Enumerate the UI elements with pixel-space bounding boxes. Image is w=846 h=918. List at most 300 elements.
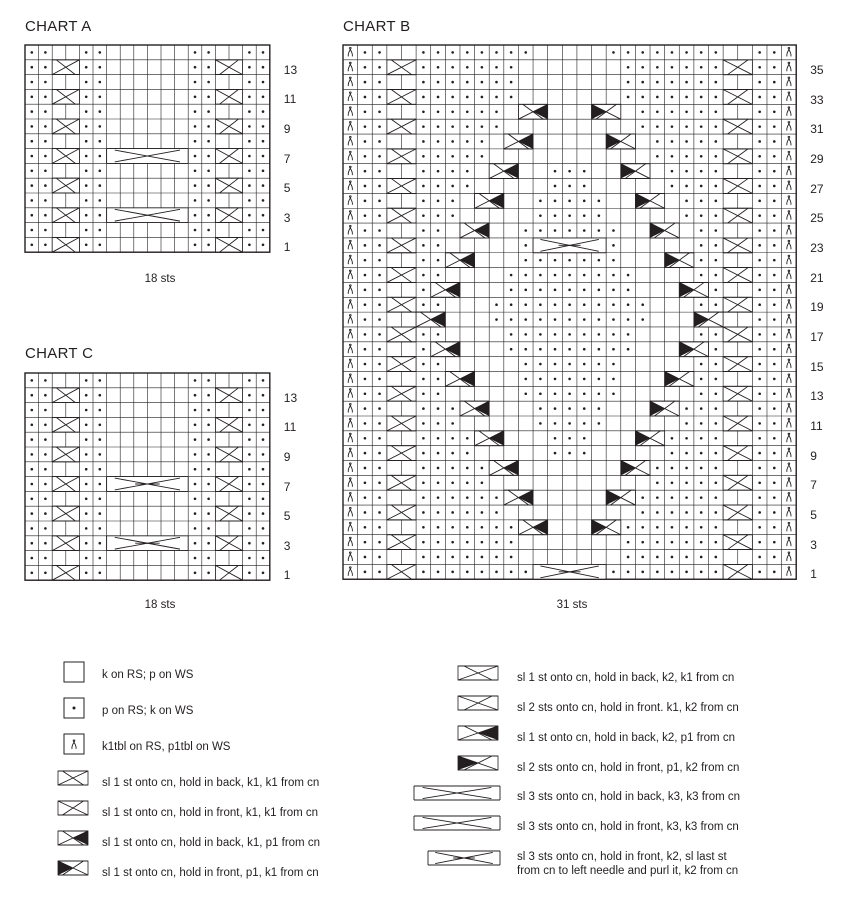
purl-dot bbox=[248, 542, 251, 545]
purl-dot bbox=[773, 96, 776, 99]
purl-dot bbox=[627, 274, 630, 277]
purl-dot bbox=[612, 378, 615, 381]
purl-dot bbox=[451, 467, 454, 470]
purl-dot bbox=[31, 542, 34, 545]
purl-dot bbox=[656, 556, 659, 559]
purl-dot bbox=[451, 170, 454, 173]
purl-dot bbox=[656, 571, 659, 574]
purl-dot bbox=[31, 125, 34, 128]
purl-dot bbox=[422, 229, 425, 232]
purl-dot bbox=[773, 571, 776, 574]
purl-dot bbox=[656, 511, 659, 514]
purl-dot bbox=[773, 467, 776, 470]
purl-dot bbox=[364, 170, 367, 173]
purl-dot bbox=[31, 81, 34, 84]
purl-dot bbox=[583, 318, 586, 321]
purl-dot bbox=[378, 170, 381, 173]
purl-dot bbox=[466, 170, 469, 173]
purl-dot bbox=[598, 422, 601, 425]
purl-dot bbox=[31, 438, 34, 441]
purl-dot bbox=[700, 51, 703, 54]
purl-dot bbox=[524, 51, 527, 54]
purl-dot bbox=[262, 244, 265, 247]
purl-dot bbox=[378, 571, 381, 574]
purl-dot bbox=[466, 81, 469, 84]
purl-dot bbox=[495, 526, 498, 529]
purl-dot bbox=[685, 541, 688, 544]
purl-dot bbox=[194, 438, 197, 441]
purl-dot bbox=[598, 392, 601, 395]
purl-dot bbox=[773, 155, 776, 158]
purl-dot bbox=[262, 498, 265, 501]
purl-dot bbox=[481, 467, 484, 470]
purl-dot bbox=[554, 170, 557, 173]
purl-dot bbox=[715, 407, 718, 410]
purl-dot bbox=[773, 333, 776, 336]
purl-dot bbox=[598, 214, 601, 217]
purl-dot bbox=[598, 229, 601, 232]
purl-dot bbox=[437, 541, 440, 544]
purl-dot bbox=[583, 289, 586, 292]
purl-dot bbox=[554, 363, 557, 366]
purl-dot bbox=[685, 511, 688, 514]
purl-dot bbox=[554, 274, 557, 277]
purl-dot bbox=[773, 556, 776, 559]
purl-dot bbox=[583, 378, 586, 381]
purl-dot bbox=[481, 481, 484, 484]
purl-dot bbox=[773, 289, 776, 292]
purl-dot bbox=[248, 438, 251, 441]
purl-dot bbox=[685, 81, 688, 84]
purl-dot bbox=[422, 333, 425, 336]
purl-dot bbox=[378, 333, 381, 336]
purl-dot bbox=[466, 571, 469, 574]
purl-dot bbox=[758, 407, 761, 410]
purl-dot bbox=[641, 571, 644, 574]
purl-dot bbox=[495, 81, 498, 84]
purl-dot bbox=[758, 170, 761, 173]
purl-dot bbox=[207, 394, 210, 397]
purl-dot bbox=[85, 468, 88, 471]
purl-dot bbox=[207, 170, 210, 173]
key-1-1-rpc-text: sl 1 st onto cn, hold in back, k1, p1 from cn bbox=[102, 837, 320, 849]
purl-dot bbox=[773, 259, 776, 262]
purl-dot bbox=[656, 110, 659, 113]
purl-dot bbox=[364, 571, 367, 574]
purl-dot bbox=[364, 452, 367, 455]
purl-dot bbox=[598, 378, 601, 381]
row-number: 3 bbox=[810, 537, 817, 552]
purl-dot bbox=[85, 557, 88, 560]
purl-dot bbox=[31, 483, 34, 486]
purl-dot bbox=[773, 363, 776, 366]
purl-dot bbox=[31, 170, 34, 173]
purl-dot bbox=[671, 556, 674, 559]
purl-dot bbox=[758, 274, 761, 277]
purl-dot bbox=[554, 392, 557, 395]
purl-dot bbox=[99, 379, 102, 382]
row-number: 1 bbox=[283, 568, 291, 583]
purl-dot bbox=[31, 229, 34, 232]
purl-dot bbox=[671, 467, 674, 470]
purl-dot bbox=[194, 51, 197, 54]
purl-dot bbox=[539, 303, 542, 306]
purl-dot bbox=[773, 496, 776, 499]
purl-dot bbox=[378, 289, 381, 292]
purl-dot bbox=[758, 571, 761, 574]
row-number: 9 bbox=[283, 122, 291, 136]
purl-dot bbox=[583, 437, 586, 440]
purl-dot bbox=[612, 363, 615, 366]
purl-dot bbox=[378, 200, 381, 203]
purl-dot bbox=[99, 542, 102, 545]
purl-dot bbox=[568, 229, 571, 232]
purl-dot bbox=[773, 407, 776, 410]
purl-dot bbox=[262, 51, 265, 54]
purl-dot bbox=[31, 199, 34, 202]
purl-dot bbox=[641, 318, 644, 321]
purl-dot bbox=[44, 229, 47, 232]
purl-dot bbox=[364, 392, 367, 395]
purl-dot bbox=[248, 468, 251, 471]
purl-dot bbox=[364, 378, 367, 381]
purl-dot bbox=[554, 333, 557, 336]
purl-dot bbox=[466, 437, 469, 440]
purl-dot bbox=[715, 66, 718, 69]
purl-dot bbox=[583, 185, 586, 188]
purl-dot bbox=[656, 526, 659, 529]
purl-dot bbox=[583, 214, 586, 217]
purl-dot bbox=[656, 496, 659, 499]
purl-dot bbox=[451, 185, 454, 188]
purl-dot bbox=[364, 363, 367, 366]
purl-dot bbox=[481, 571, 484, 574]
purl-dot bbox=[378, 556, 381, 559]
purl-dot bbox=[700, 556, 703, 559]
purl-dot bbox=[715, 170, 718, 173]
purl-dot bbox=[248, 483, 251, 486]
purl-dot bbox=[568, 200, 571, 203]
purl-dot bbox=[437, 481, 440, 484]
purl-dot bbox=[378, 244, 381, 247]
purl-dot bbox=[524, 229, 527, 232]
purl-dot bbox=[583, 422, 586, 425]
purl-dot bbox=[598, 318, 601, 321]
purl-dot bbox=[437, 274, 440, 277]
purl-dot bbox=[364, 303, 367, 306]
purl-dot bbox=[612, 259, 615, 262]
row-number: 7 bbox=[810, 478, 817, 493]
purl-dot bbox=[715, 110, 718, 113]
purl-dot bbox=[262, 199, 265, 202]
purl-dot bbox=[627, 318, 630, 321]
purl-dot bbox=[539, 229, 542, 232]
purl-dot bbox=[85, 424, 88, 427]
purl-dot bbox=[568, 185, 571, 188]
purl-dot bbox=[194, 199, 197, 202]
purl-dot bbox=[758, 511, 761, 514]
purl-dot bbox=[700, 378, 703, 381]
row-number: 29 bbox=[810, 151, 824, 166]
purl-dot bbox=[85, 66, 88, 69]
purl-dot bbox=[758, 333, 761, 336]
purl-dot bbox=[612, 318, 615, 321]
purl-dot bbox=[207, 498, 210, 501]
purl-dot bbox=[194, 424, 197, 427]
purl-dot bbox=[451, 422, 454, 425]
purl-dot bbox=[758, 140, 761, 143]
purl-dot bbox=[671, 170, 674, 173]
purl-dot bbox=[656, 541, 659, 544]
purl-dot bbox=[99, 468, 102, 471]
purl-dot bbox=[539, 348, 542, 351]
purl-dot bbox=[598, 333, 601, 336]
purl-dot bbox=[422, 155, 425, 158]
purl-dot bbox=[466, 185, 469, 188]
purl-dot bbox=[44, 572, 47, 575]
purl-dot bbox=[715, 200, 718, 203]
row-number: 27 bbox=[810, 181, 824, 196]
row-number: 11 bbox=[283, 92, 297, 107]
purl-dot bbox=[641, 556, 644, 559]
purl-dot bbox=[568, 333, 571, 336]
purl-dot bbox=[364, 407, 367, 410]
purl-dot bbox=[641, 110, 644, 113]
purl-dot bbox=[451, 155, 454, 158]
purl-dot bbox=[451, 541, 454, 544]
purl-dot bbox=[262, 214, 265, 217]
purl-dot bbox=[248, 155, 251, 158]
purl-dot bbox=[685, 214, 688, 217]
purl-dot bbox=[773, 526, 776, 529]
purl-dot bbox=[627, 556, 630, 559]
purl-dot bbox=[671, 96, 674, 99]
purl-dot bbox=[568, 437, 571, 440]
purl-dot bbox=[583, 363, 586, 366]
purl-dot bbox=[700, 481, 703, 484]
purl-dot bbox=[194, 229, 197, 232]
chart-a-grid bbox=[25, 45, 270, 252]
purl-dot bbox=[44, 244, 47, 247]
purl-dot bbox=[99, 394, 102, 397]
purl-dot bbox=[31, 512, 34, 515]
purl-dot bbox=[422, 452, 425, 455]
purl-dot bbox=[524, 318, 527, 321]
purl-dot bbox=[700, 437, 703, 440]
purl-dot bbox=[378, 422, 381, 425]
purl-dot bbox=[248, 527, 251, 530]
key-1-1-rc-text: sl 1 st onto cn, hold in back, k1, k1 from cn bbox=[102, 777, 320, 789]
purl-dot bbox=[700, 363, 703, 366]
purl-dot bbox=[437, 125, 440, 128]
purl-dot bbox=[773, 481, 776, 484]
purl-dot bbox=[194, 379, 197, 382]
row-number: 11 bbox=[283, 420, 297, 435]
purl-dot bbox=[422, 541, 425, 544]
purl-dot bbox=[378, 96, 381, 99]
purl-dot bbox=[364, 467, 367, 470]
purl-dot bbox=[99, 424, 102, 427]
purl-dot bbox=[758, 110, 761, 113]
purl-dot bbox=[31, 244, 34, 247]
purl-dot bbox=[437, 392, 440, 395]
purl-dot bbox=[194, 483, 197, 486]
key-1-1-lc-text: sl 1 st onto cn, hold in front, k1, k1 from cn bbox=[102, 807, 319, 819]
purl-dot bbox=[510, 289, 513, 292]
purl-dot bbox=[773, 170, 776, 173]
purl-dot bbox=[44, 527, 47, 530]
purl-dot bbox=[627, 51, 630, 54]
purl-dot bbox=[524, 363, 527, 366]
purl-dot bbox=[207, 483, 210, 486]
purl-dot bbox=[685, 125, 688, 128]
purl-dot bbox=[364, 185, 367, 188]
purl-dot bbox=[773, 303, 776, 306]
purl-dot bbox=[99, 140, 102, 143]
purl-dot bbox=[758, 185, 761, 188]
purl-dot bbox=[671, 511, 674, 514]
purl-dot bbox=[422, 303, 425, 306]
key-2-1-rc-text: sl 1 st onto cn, hold in back, k2, k1 from cn bbox=[517, 672, 735, 684]
purl-dot bbox=[481, 541, 484, 544]
purl-dot bbox=[554, 378, 557, 381]
purl-dot bbox=[612, 244, 615, 247]
purl-dot bbox=[378, 467, 381, 470]
purl-dot bbox=[524, 274, 527, 277]
purl-dot bbox=[364, 229, 367, 232]
purl-dot bbox=[539, 289, 542, 292]
purl-dot bbox=[422, 110, 425, 113]
purl-dot bbox=[31, 453, 34, 456]
purl-dot bbox=[641, 511, 644, 514]
purl-dot bbox=[554, 259, 557, 262]
purl-dot bbox=[656, 125, 659, 128]
purl-dot bbox=[481, 526, 484, 529]
row-number: 7 bbox=[283, 479, 291, 494]
purl-dot bbox=[568, 318, 571, 321]
row-number: 5 bbox=[810, 508, 817, 523]
purl-dot bbox=[641, 81, 644, 84]
purl-dot bbox=[422, 363, 425, 366]
purl-dot bbox=[481, 110, 484, 113]
purl-dot bbox=[481, 155, 484, 158]
purl-dot bbox=[437, 66, 440, 69]
purl-dot bbox=[583, 274, 586, 277]
purl-dot bbox=[466, 511, 469, 514]
purl-dot bbox=[700, 259, 703, 262]
purl-dot bbox=[262, 424, 265, 427]
purl-dot bbox=[378, 274, 381, 277]
purl-dot bbox=[194, 184, 197, 187]
chart-c-title: CHART C bbox=[25, 345, 94, 362]
purl-dot bbox=[715, 556, 718, 559]
purl-dot bbox=[262, 96, 265, 99]
purl-dot bbox=[451, 96, 454, 99]
purl-dot bbox=[85, 214, 88, 217]
purl-dot bbox=[612, 229, 615, 232]
row-number: 7 bbox=[283, 151, 291, 166]
purl-dot bbox=[207, 557, 210, 560]
purl-dot bbox=[31, 424, 34, 427]
purl-dot bbox=[378, 348, 381, 351]
purl-dot bbox=[207, 379, 210, 382]
purl-dot bbox=[378, 66, 381, 69]
purl-dot bbox=[773, 318, 776, 321]
purl-dot bbox=[466, 496, 469, 499]
purl-dot bbox=[656, 155, 659, 158]
purl-dot bbox=[437, 81, 440, 84]
purl-dot bbox=[31, 51, 34, 54]
purl-dot bbox=[99, 557, 102, 560]
purl-dot bbox=[248, 170, 251, 173]
key-knit-text: k on RS; p on WS bbox=[102, 669, 194, 681]
purl-dot bbox=[437, 422, 440, 425]
purl-dot bbox=[451, 407, 454, 410]
purl-dot bbox=[715, 437, 718, 440]
purl-dot bbox=[700, 571, 703, 574]
purl-dot bbox=[248, 394, 251, 397]
purl-dot bbox=[758, 229, 761, 232]
purl-dot bbox=[627, 526, 630, 529]
purl-dot bbox=[700, 110, 703, 113]
purl-dot bbox=[422, 556, 425, 559]
purl-dot bbox=[364, 318, 367, 321]
purl-dot bbox=[510, 81, 513, 84]
purl-dot bbox=[85, 438, 88, 441]
chart-b-grid bbox=[343, 45, 796, 579]
purl-dot bbox=[451, 200, 454, 203]
purl-dot bbox=[539, 378, 542, 381]
purl-dot bbox=[85, 512, 88, 515]
purl-dot bbox=[554, 200, 557, 203]
purl-dot bbox=[685, 556, 688, 559]
purl-dot bbox=[700, 392, 703, 395]
purl-dot bbox=[466, 541, 469, 544]
purl-dot bbox=[773, 244, 776, 247]
purl-dot bbox=[685, 170, 688, 173]
purl-dot bbox=[437, 496, 440, 499]
purl-dot bbox=[85, 483, 88, 486]
purl-dot bbox=[466, 66, 469, 69]
key-tbl-text: k1tbl on RS, p1tbl on WS bbox=[102, 741, 231, 753]
purl-dot bbox=[656, 467, 659, 470]
purl-dot bbox=[422, 170, 425, 173]
purl-dot bbox=[758, 51, 761, 54]
purl-dot bbox=[700, 303, 703, 306]
purl-dot bbox=[554, 422, 557, 425]
purl-dot bbox=[248, 199, 251, 202]
purl-dot bbox=[451, 81, 454, 84]
purl-dot bbox=[44, 498, 47, 501]
purl-dot bbox=[262, 512, 265, 515]
purl-dot bbox=[758, 437, 761, 440]
purl-dot bbox=[422, 378, 425, 381]
purl-dot bbox=[700, 274, 703, 277]
purl-dot bbox=[568, 289, 571, 292]
purl-dot bbox=[44, 542, 47, 545]
purl-dot bbox=[524, 348, 527, 351]
purl-dot bbox=[207, 542, 210, 545]
purl-dot bbox=[700, 96, 703, 99]
purl-dot bbox=[248, 184, 251, 187]
chart-a-title: CHART A bbox=[25, 18, 92, 35]
purl-dot bbox=[451, 571, 454, 574]
purl-dot bbox=[262, 483, 265, 486]
purl-dot bbox=[437, 467, 440, 470]
purl-dot bbox=[715, 333, 718, 336]
purl-dot bbox=[44, 424, 47, 427]
purl-dot bbox=[364, 140, 367, 143]
